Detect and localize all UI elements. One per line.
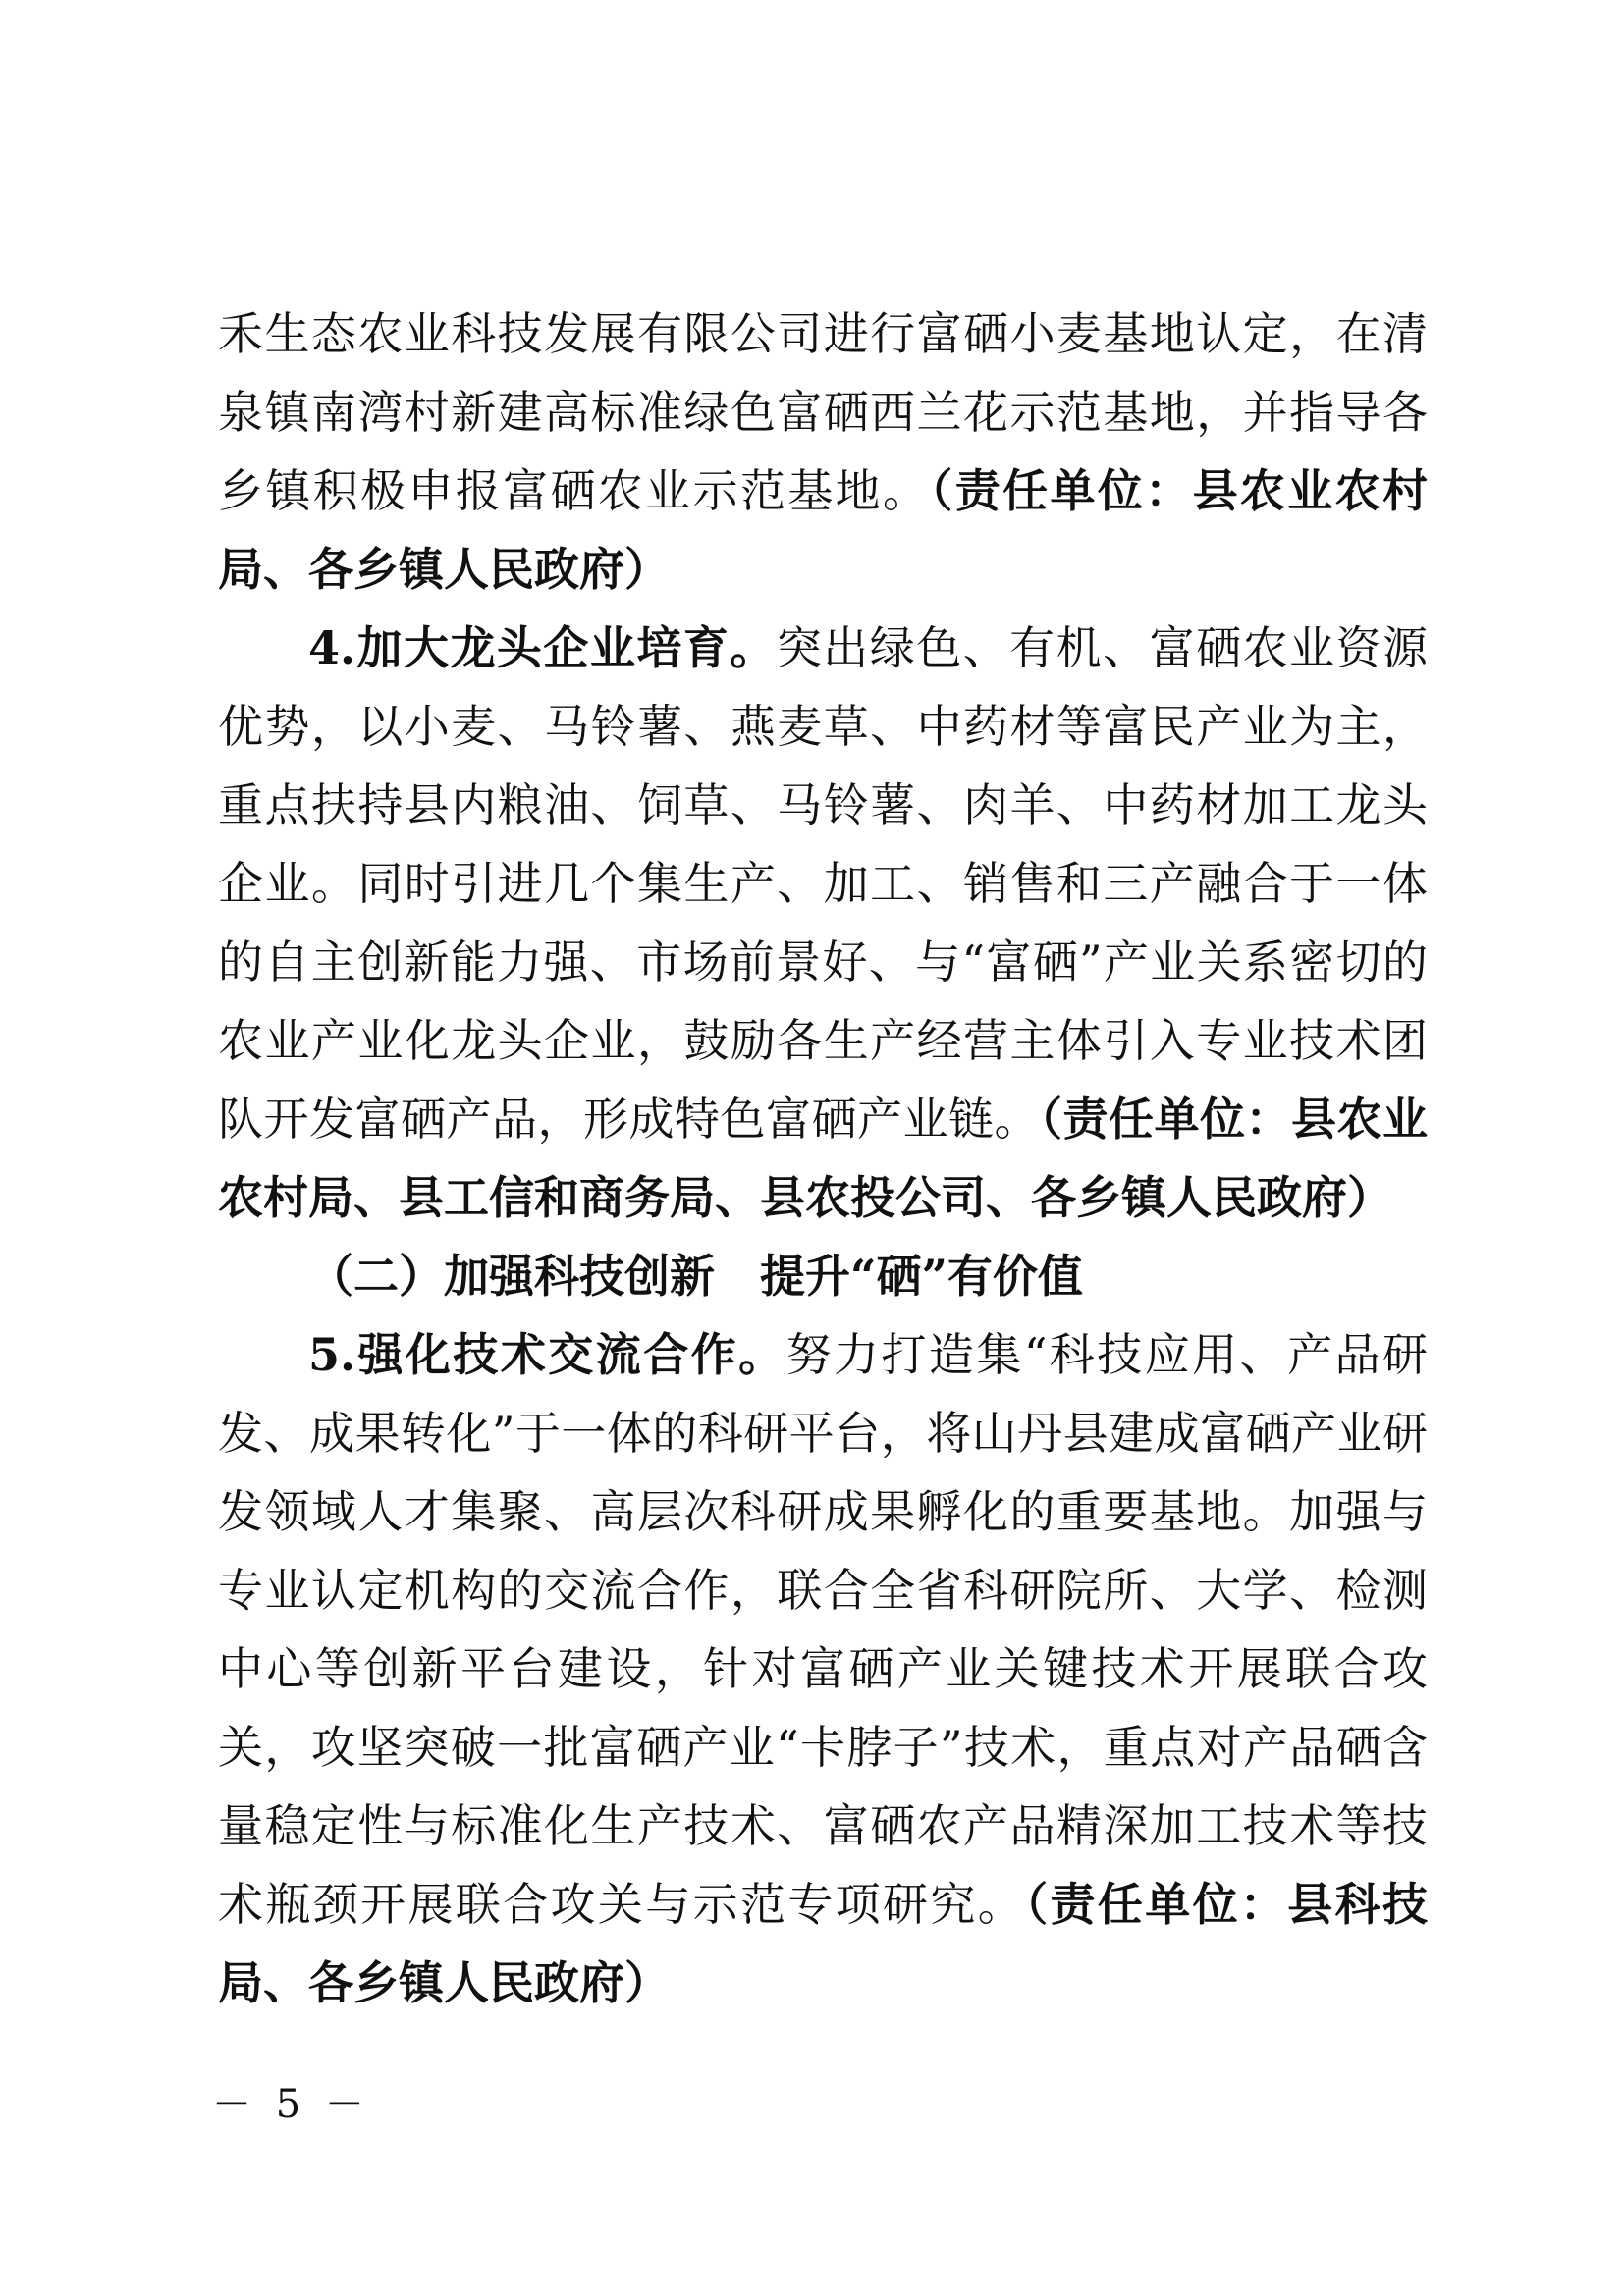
paragraph-continued bbox=[218, 294, 1428, 609]
paragraph-item-5 bbox=[218, 1315, 1428, 2022]
responsibility-note: （责任单位：县农业农村局、各乡镇人民政府） bbox=[218, 464, 1429, 596]
paragraph-item-4 bbox=[218, 609, 1428, 1237]
document-body bbox=[218, 294, 1428, 2022]
item-title: 4.加大龙头企业培育。 bbox=[308, 621, 777, 674]
responsibility-note: （责任单位：县科技局、各乡镇人民政府） bbox=[218, 1878, 1429, 2009]
page-number: － 5 － bbox=[212, 2082, 370, 2127]
item-title: 5.强化技术交流合作。 bbox=[308, 1328, 786, 1381]
section-heading: （二）加强科技创新 提升“硒”有价值 bbox=[308, 1250, 1083, 1303]
paragraph-text: 禾生态农业科技发展有限公司进行富硒小麦基地认定，在清泉镇南湾村新建高标准绿色富硒西兰花示范基地，并指导各乡镇积极申报富硒农业示范基地。 bbox=[218, 307, 1428, 517]
responsibility-note: （责任单位：县农业农村局、县工信和商务局、县农投公司、各乡镇人民政府） bbox=[218, 1093, 1428, 1224]
paragraph-text: 突出绿色、有机、富硒农业资源优势，以小麦、马铃薯、燕麦草、中药材等富民产业为主，重点扶持县内粮油、饲草、马铃薯、肉羊、中药材加工龙头企业。同时引进几个集生产、加工、销售和三产融合于一体的自主创新能力强、市场前景好、与“富硒”产业关系密切的农业产业化龙头企业，鼓励各生产经营主体引入专业技术团队开发富硒产品，形成特色富硒产业链。 bbox=[218, 621, 1428, 1146]
paragraph-text: 努力打造集“科技应用、产品研发、成果转化”于一体的科研平台，将山丹县建成富硒产业研发领域人才集聚、高层次科研成果孵化的重要基地。加强与专业认定机构的交流合作，联合全省科研院所、大学、检测中心等创新平台建设，针对富硒产业关键技术开展联合攻关，攻坚突破一批富硒产业“卡脖子”技术，重点对产品硒含量稳定性与标准化生产技术、富硒农产品精深加工技术等技术瓶颈开展联合攻关与示范专项研究。 bbox=[218, 1328, 1428, 1931]
